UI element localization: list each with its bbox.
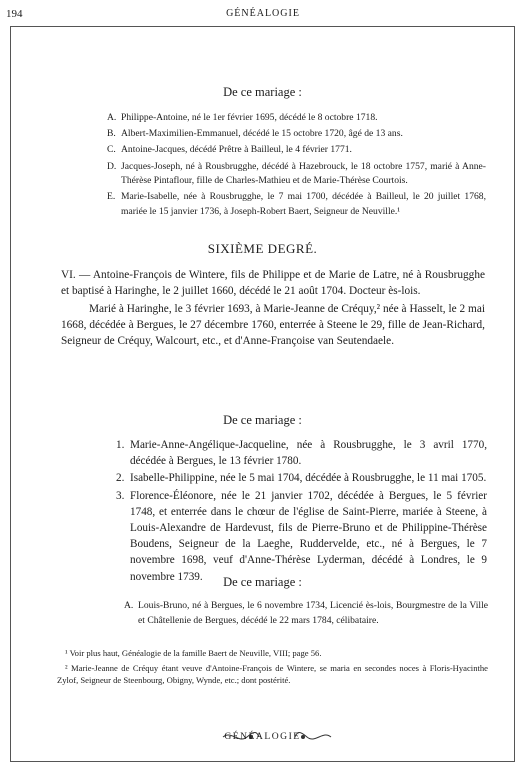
item-text: Isabelle-Philippine, née le 5 mai 1704, décédée à Rousbrugghe, le 11 mai 1705. [130,472,487,485]
footnote: ¹ Voir plus haut, Généalogie de la famille Baert de Neuville, VIII; page 56. [65,648,322,658]
item-number: 3. [116,489,125,502]
section-heading: De ce mariage : [223,413,302,427]
ornament-icon [293,728,333,746]
item-text: Louis-Bruno, né à Bergues, le 6 novembre 1734, Licencié ès-lois, Bourgmestre de la Ville et Châtellenie de Bergues, décédé le 22 mars 1784, célibataire. [138,600,488,626]
item-text: Albert-Maximilien-Emmanuel, décédé le 15 octobre 1720, âgé de 13 ans. [121,128,403,140]
item-text: Florence-Éléonore, née le 21 janvier 1702, décédée à Bergues, le 5 février 1748, et enterrée dans le chœur de l'église de Saint-Pierre, mariée à Steene, à Louis-Alexandre de Hardevust, fils de Pierre-Bruno et de Philippine-Thérèse Boudens, Seigneur de la Laeghe, Ruddervelde, etc., né à Bergues, le 7 novembre 1698, veuf d'Anne-Thérèse Lyderman, décédé à Londres, le 9 novembre 1739. [130,489,487,583]
children-list [107,111,486,221]
page-footer [11,727,514,751]
list-item [124,599,488,628]
item-letter: D. [107,160,117,172]
children-list [124,599,488,628]
children-list [116,437,487,586]
item-text: Philippe-Antoine, né le 1er février 1695, décédé le 8 octobre 1718. [121,112,378,123]
list-item [116,488,487,585]
item-letter: E. [107,191,116,203]
item-letter: C. [107,144,116,156]
list-item [107,111,486,126]
item-letter: A. [107,112,117,123]
footer-ornament-text: GÉNÉALOGIE [224,731,301,742]
section-heading: De ce mariage : [223,85,302,99]
list-item [116,437,487,469]
main-entry [61,267,485,349]
page-frame [10,26,515,762]
running-head: GÉNÉALOGIE [226,8,300,19]
item-text: Marie-Anne-Angélique-Jacqueline, née à Rousbrugghe, le 3 avril 1770, décédée à Bergues, le 13 février 1780. [130,439,487,468]
list-item [107,160,486,189]
page-number: 194 [6,8,23,20]
footnotes [57,647,488,689]
list-item [116,470,487,486]
item-letter: A. [124,600,134,611]
section-heading: De ce mariage : [223,575,302,589]
list-item [107,127,486,142]
entry-paragraph: VI. — Antoine-François de Wintere, fils de Philippe et de Marie de Latre, né à Rousbrugghe et baptisé à Haringhe, le 2 juillet 1660, décédé le 21 août 1704. Docteur ès-lois. [61,269,485,298]
page-header [6,8,520,24]
item-text: Jacques-Joseph, né à Rousbrugghe, décédé à Hazebrouck, le 18 octobre 1757, marié à Anne-Thérèse Pintaflour, fille de Charles-Mathieu et de Marie-Thérèse Courtois. [121,160,486,187]
entry-paragraph: Marié à Haringhe, le 3 février 1693, à Marie-Jeanne de Créquy,² née à Hasselt, le 2 mai 1668, décédée à Bergues, le 27 décembre 1760, enterrée à Steene le 29, fille de Jean-Richard, Seigneur de Créquy, Walcourt, etc., et d'Anne-Françoise van Seutendaele. [61,302,485,348]
item-number: 2. [116,472,125,485]
footnote: ² Marie-Jeanne de Créquy étant veuve d'Antoine-François de Wintere, se maria en secondes noces à Floris-Hyacinthe Zylof, Seigneur de Steenbourg, Obigny, Wynde, etc.; dont postérité. [57,662,488,685]
item-number: 1. [116,439,125,451]
degree-heading: SIXIÈME DEGRÉ. [207,241,318,256]
item-text: Marie-Isabelle, née à Rousbrugghe, le 7 mai 1700, décédée à Bailleul, le 20 juillet 1768, mariée le 15 janvier 1736, à Joseph-Robert Baert, Seigneur de Neuville.¹ [121,191,486,217]
item-text: Antoine-Jacques, décédé Prêtre à Bailleul, le 4 février 1771. [121,144,352,156]
item-letter: B. [107,128,116,140]
list-item [107,143,486,158]
list-item [107,190,486,219]
